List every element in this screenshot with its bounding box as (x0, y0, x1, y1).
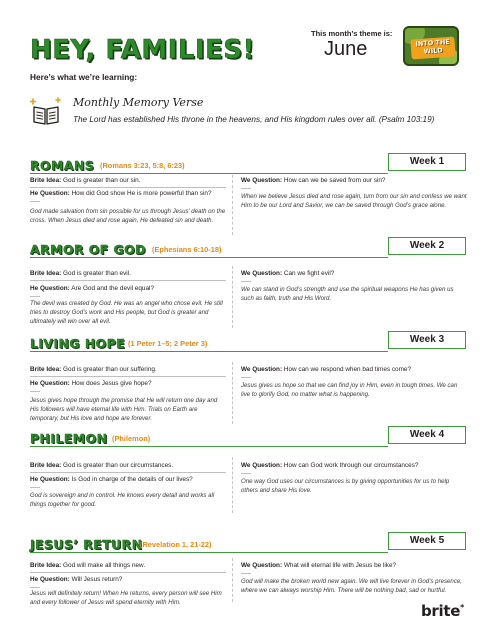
divider (30, 487, 40, 488)
he-question-label: He Question: (30, 476, 70, 483)
brite-idea (30, 366, 157, 373)
he-question-label: He Question: (30, 190, 70, 197)
scripture-reference: (Ephesians 6:10-18) (152, 245, 222, 254)
brite-idea-text: God will make all things new. (63, 562, 146, 569)
we-question-label: We Question: (241, 366, 283, 373)
week-heading-rule (30, 257, 388, 258)
into-the-wild-logo (403, 26, 459, 66)
we-question-text: How can we be saved from our sin? (283, 177, 386, 184)
week-heading-rule (30, 173, 388, 174)
open-book-icon (30, 96, 62, 126)
brite-idea-text: God is greater than our circumstances. (63, 462, 174, 469)
brite-idea (30, 562, 145, 569)
column-divider (232, 175, 233, 235)
page-title: HEY, FAMILIES! (30, 35, 256, 65)
we-question-label: We Question: (241, 177, 283, 184)
he-answer: God is sovereign and in control. He knows every detail and works all things together for good. (30, 492, 215, 508)
column-divider (232, 558, 233, 602)
we-answer: Jesus gives us hope so that we can find joy in Him, even in tough times. We can live to glorify God, no matter what is happening. (241, 382, 458, 398)
brite-idea-text: God is greater than our sin. (63, 177, 141, 184)
he-question (30, 380, 152, 387)
theme-label: This month’s theme is: (311, 29, 393, 38)
divider (30, 472, 226, 473)
brite-idea (30, 177, 141, 184)
he-question-text: How did God show He is more powerful than sin? (71, 190, 212, 197)
we-question-label: We Question: (241, 462, 283, 469)
theme-value: June (324, 38, 368, 60)
subheading: Here’s what we’re learning: (30, 72, 138, 82)
he-question-text: Will Jesus return? (71, 576, 123, 583)
we-answer: God will make the broken world new again. We will live forever in God’s presence, where we can always worship Him. There will be nothing bad, sad or hurtful. (241, 578, 462, 594)
divider (241, 573, 251, 574)
he-question-text: How does Jesus give hope? (71, 380, 152, 387)
we-question (241, 177, 385, 184)
column-divider (232, 362, 233, 424)
he-answer: Jesus will definitely return! When He returns, every person will see Him and every follower of Jesus will spend eternity with Him. (30, 590, 222, 606)
we-answer: We can stand in God’s strength and use the spiritual weapons He has given us such as faith, truth and His Word. (241, 286, 454, 302)
divider (241, 188, 251, 189)
week-title: ROMANS (30, 158, 95, 173)
he-answer: God made salvation from sin possible for us through Jesus’ death on the cross. When Jesus died and rose again, He defeated sin and death. (30, 208, 226, 224)
memory-verse-text: The Lord has established His throne in the heavens, and His kingdom rules over all. (Psalm 103:19) (73, 115, 435, 124)
he-question-text: Is God in charge of the details of our lives? (71, 476, 193, 483)
divider (30, 572, 226, 573)
he-question-label: He Question: (30, 285, 70, 292)
we-question-text: How can we respond when bad times come? (283, 366, 412, 373)
we-question-text: What will eternal life with Jesus be like? (283, 562, 397, 569)
brite-idea (30, 270, 131, 277)
week-heading-rule (30, 446, 388, 447)
we-question (241, 270, 334, 277)
we-question (241, 562, 396, 569)
brite-idea-label: Brite Idea: (30, 177, 62, 184)
divider (241, 377, 251, 378)
week-number-box: Week 3 (388, 331, 466, 349)
week-number-box: Week 5 (388, 532, 466, 550)
scripture-reference: (Revelation 1, 21-22) (140, 540, 212, 549)
he-question (30, 190, 212, 197)
he-answer: Jesus gives hope through the promise that He will return one day and His followers will have eternal life with Him. Trials on Earth are temporary, but His love and hope are forever. (30, 397, 218, 422)
week-heading-rule (30, 351, 388, 352)
we-question (241, 366, 411, 373)
he-question (30, 576, 122, 583)
week-title: PHILEMON (30, 431, 108, 446)
we-question-text: Can we fight evil? (283, 270, 335, 277)
week-title: JESUS’ RETURN (30, 537, 143, 552)
scripture-reference: (1 Peter 1–5; 2 Peter 3) (128, 339, 208, 348)
week-number-box: Week 2 (388, 237, 466, 255)
week-heading-rule (30, 552, 388, 553)
he-question (30, 285, 154, 292)
divider (241, 473, 251, 474)
brite-idea-label: Brite Idea: (30, 270, 62, 277)
brite-idea-label: Brite Idea: (30, 366, 62, 373)
column-divider (232, 457, 233, 513)
we-answer: One way God uses our circumstances is by giving opportunities for us to help others and share His love. (241, 478, 450, 494)
brite-idea-label: Brite Idea: (30, 562, 62, 569)
we-question-label: We Question: (241, 270, 283, 277)
week-title: LIVING HOPE (30, 336, 126, 351)
we-answer: When we believe Jesus died and rose again, turn from our sin and confess we want Him to be our Lord and Savior, we can be saved through God’s grace alone. (241, 193, 467, 209)
week-number-box: Week 1 (388, 153, 466, 171)
brite-idea-text: God is greater than our suffering. (63, 366, 157, 373)
scripture-reference: (Romans 3:23, 5:8, 6:23) (100, 161, 185, 170)
he-answer: The devil was created by God. He was an angel who chose evil. He still tries to destroy God’s work and His people, but God is greater and ultimately will win over all evil. (30, 300, 223, 325)
divider (30, 391, 40, 392)
we-question-label: We Question: (241, 562, 283, 569)
brite-logo: brite* (421, 602, 465, 620)
week-number-box: Week 4 (388, 426, 466, 444)
he-question-text: Are God and the devil equal? (71, 285, 155, 292)
brite-idea-text: God is greater than evil. (63, 270, 131, 277)
logo-text: INTO THE WILD (415, 37, 451, 56)
week-title: ARMOR OF GOD (30, 242, 146, 257)
brite-idea (30, 462, 173, 469)
he-question (30, 476, 193, 483)
divider (30, 187, 226, 188)
divider (30, 201, 40, 202)
he-question-label: He Question: (30, 576, 70, 583)
column-divider (232, 266, 233, 328)
divider (30, 376, 226, 377)
we-question (241, 462, 418, 469)
divider (30, 280, 226, 281)
he-question-label: He Question: (30, 380, 70, 387)
memory-verse-title: Monthly Memory Verse (73, 96, 204, 109)
brite-idea-label: Brite Idea: (30, 462, 62, 469)
scripture-reference: (Philemon) (112, 434, 151, 443)
divider (30, 296, 40, 297)
divider (241, 281, 251, 282)
divider (30, 587, 40, 588)
we-question-text: How can God work through our circumstances? (283, 462, 419, 469)
